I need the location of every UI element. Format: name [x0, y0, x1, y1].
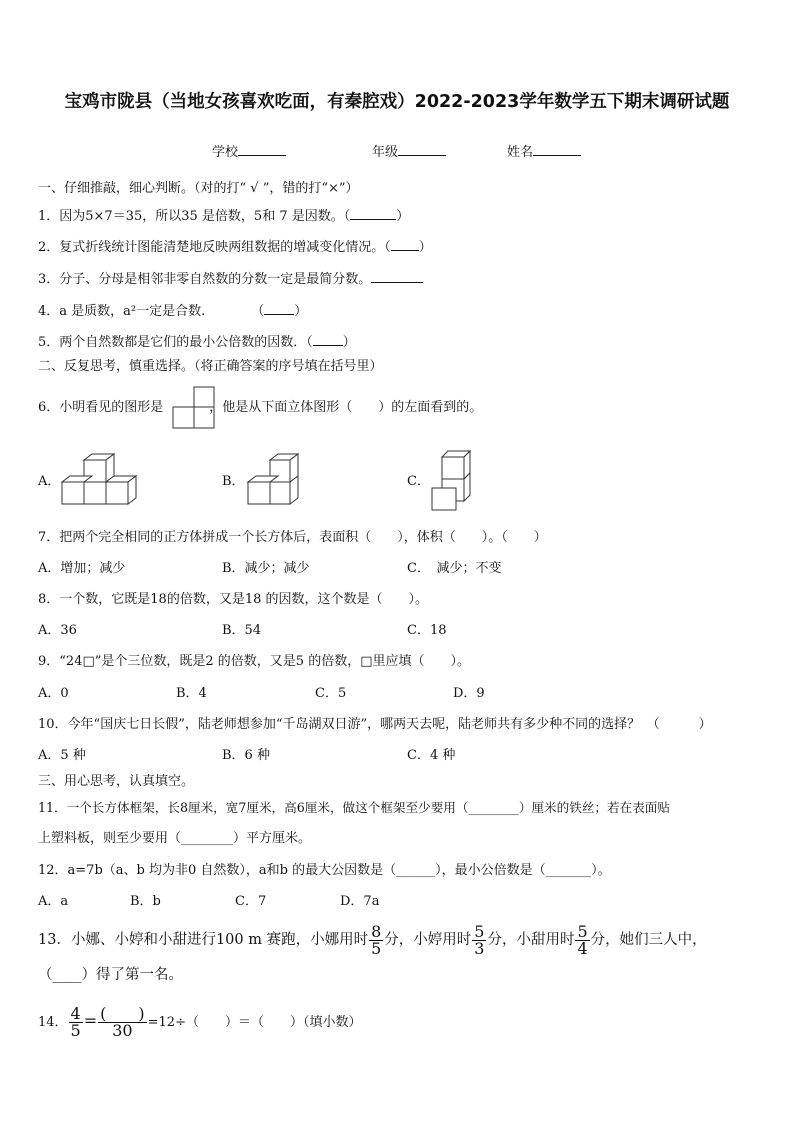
answer-paren-5[interactable]: （ ） — [306, 335, 356, 350]
question-3-text: 3．分子、分母是相邻非零自然数的分数一定是最简分数。 — [38, 272, 372, 287]
q13-fraction-1: $\frac{8}{5}$ — [371, 921, 382, 958]
q7-option-c[interactable]: C． 减少；不变 — [407, 561, 502, 576]
q9-option-a[interactable]: A．0 — [38, 686, 69, 701]
grade-field[interactable] — [372, 141, 446, 160]
school-blank[interactable] — [238, 141, 286, 156]
q14-fraction-2[interactable]: $\frac{( )}{30}$ — [100, 1004, 145, 1040]
q6-option-c[interactable]: C． — [407, 474, 430, 489]
page-title: 宝鸡市陇县（当地女孩喜欢吃面，有秦腔戏）2022-2023学年数学五下期末调研试题 — [64, 92, 730, 112]
school-label: 学校 — [212, 145, 239, 160]
question-8: 8．一个数，它既是18的倍数，又是18 的因数，这个数是（ ）。 — [38, 592, 428, 607]
q6-figure-c — [428, 448, 476, 514]
q8-option-b[interactable]: B．54 — [222, 623, 262, 638]
question-9: 9．“24□”是个三位数，既是2 的倍数，又是5 的倍数，□里应填（ ）。 — [38, 654, 470, 669]
q12-option-c[interactable]: C．7 — [235, 894, 267, 909]
question-14-label: 14． — [38, 1015, 68, 1030]
name-field[interactable] — [507, 141, 581, 160]
q7-option-a[interactable]: A．增加；减少 — [38, 561, 126, 576]
name-blank[interactable] — [533, 141, 581, 156]
q9-option-d[interactable]: D．9 — [453, 686, 485, 701]
q13-fraction-2: $\frac{5}{3}$ — [474, 921, 485, 958]
question-4-text: 4．a 是质数，a²一定是合数. — [38, 304, 206, 319]
q9-option-c[interactable]: C．5 — [315, 686, 347, 701]
q6-option-b[interactable]: B． — [222, 474, 245, 489]
q12-option-d[interactable]: D．7a — [340, 894, 380, 909]
question-13-text-c: 分，小甜用时 — [487, 932, 575, 948]
q10-option-b[interactable]: B．6 种 — [222, 748, 270, 763]
q7-option-b[interactable]: B．减少；减少 — [222, 561, 310, 576]
section2-heading: 二、反复思考，慎重选择。（将正确答案的序号填在括号里） — [38, 359, 383, 374]
answer-blank-3[interactable] — [371, 268, 423, 283]
question-12: 12．a=7b（a、b 均为非0 自然数），a和b 的最大公因数是（______），最小公倍数是（_______）。 — [38, 863, 611, 878]
q10-option-c[interactable]: C．4 种 — [407, 748, 456, 763]
question-14: 14． $\frac{4}{5}$ = $\frac{( )}{30}$ =12÷（ ）＝（ ）（填小数） — [38, 1004, 362, 1040]
q6-figure-b — [244, 452, 304, 510]
q12-option-a[interactable]: A．a — [38, 894, 69, 909]
q10-option-a[interactable]: A．5 种 — [38, 748, 86, 763]
question-1 — [38, 205, 409, 227]
q8-option-a[interactable]: A．36 — [38, 623, 77, 638]
name-label: 姓名 — [507, 145, 534, 160]
question-13-text-b: 分，小婷用时 — [384, 932, 472, 948]
question-2 — [38, 236, 432, 258]
question-13-text-d: 分，她们三人中， — [590, 932, 707, 948]
grade-blank[interactable] — [398, 141, 446, 156]
q12-option-b[interactable]: B．b — [130, 894, 161, 909]
answer-paren-4[interactable]: （ ） — [251, 304, 307, 319]
q6-view-figure — [172, 386, 216, 430]
answer-paren-1[interactable]: （ ） — [344, 209, 410, 224]
school-field[interactable] — [212, 141, 286, 160]
question-11-line2: 上塑料板，则至少要用（________）平方厘米。 — [38, 831, 312, 846]
question-5 — [38, 331, 356, 353]
question-6-text-a: 6．小明看见的图形是 — [38, 400, 164, 415]
section1-heading: 一、仔细推敲，细心判断。（对的打“ √ ”，错的打“×”） — [38, 181, 359, 196]
question-10: 10．今年“国庆七日长假”，陆老师想参加“千岛湖双日游”，哪两天去呢，陆老师共有多少种不同的选择？ （ ） — [38, 717, 712, 732]
q13-fraction-3: $\frac{5}{4}$ — [577, 921, 588, 958]
section3-heading: 三、用心思考，认真填空。 — [38, 774, 195, 789]
q6-figure-a — [58, 452, 142, 510]
question-6-text-b: ，他是从下面立体图形（ ）的左面看到的。 — [209, 400, 483, 415]
question-3 — [38, 268, 423, 290]
question-1-text: 1．因为5×7＝35，所以35 是倍数，5和 7 是因数。 — [38, 209, 344, 224]
question-13-text-a: 13．小娜、小婷和小甜进行100 m 赛跑，小娜用时 — [38, 932, 369, 948]
question-13-line2: （____）得了第一名。 — [38, 967, 183, 983]
question-7: 7．把两个完全相同的正方体拼成一个长方体后，表面积（ ），体积（ ）。（ ） — [38, 530, 547, 545]
answer-paren-2[interactable]: （ ） — [384, 240, 432, 255]
question-13 — [38, 922, 707, 958]
q9-option-b[interactable]: B．4 — [176, 686, 207, 701]
q8-option-c[interactable]: C．18 — [407, 623, 447, 638]
question-2-text: 2．复式折线统计图能清楚地反映两组数据的增减变化情况。 — [38, 240, 385, 255]
question-14-text: =12÷（ ）＝（ ）（填小数） — [147, 1015, 362, 1030]
grade-label: 年级 — [372, 145, 399, 160]
q6-option-a[interactable]: A． — [38, 474, 61, 489]
question-6 — [38, 398, 482, 418]
question-5-text: 5．两个自然数都是它们的最小公倍数的因数． — [38, 335, 307, 350]
q14-fraction-1: $\frac{4}{5}$ — [70, 1004, 81, 1040]
question-4 — [38, 300, 307, 322]
question-11-line1: 11．一个长方体框架，长8厘米，宽7厘米，高6厘米，做这个框架至少要用（________）厘米的铁丝；若在表面贴 — [38, 800, 670, 815]
